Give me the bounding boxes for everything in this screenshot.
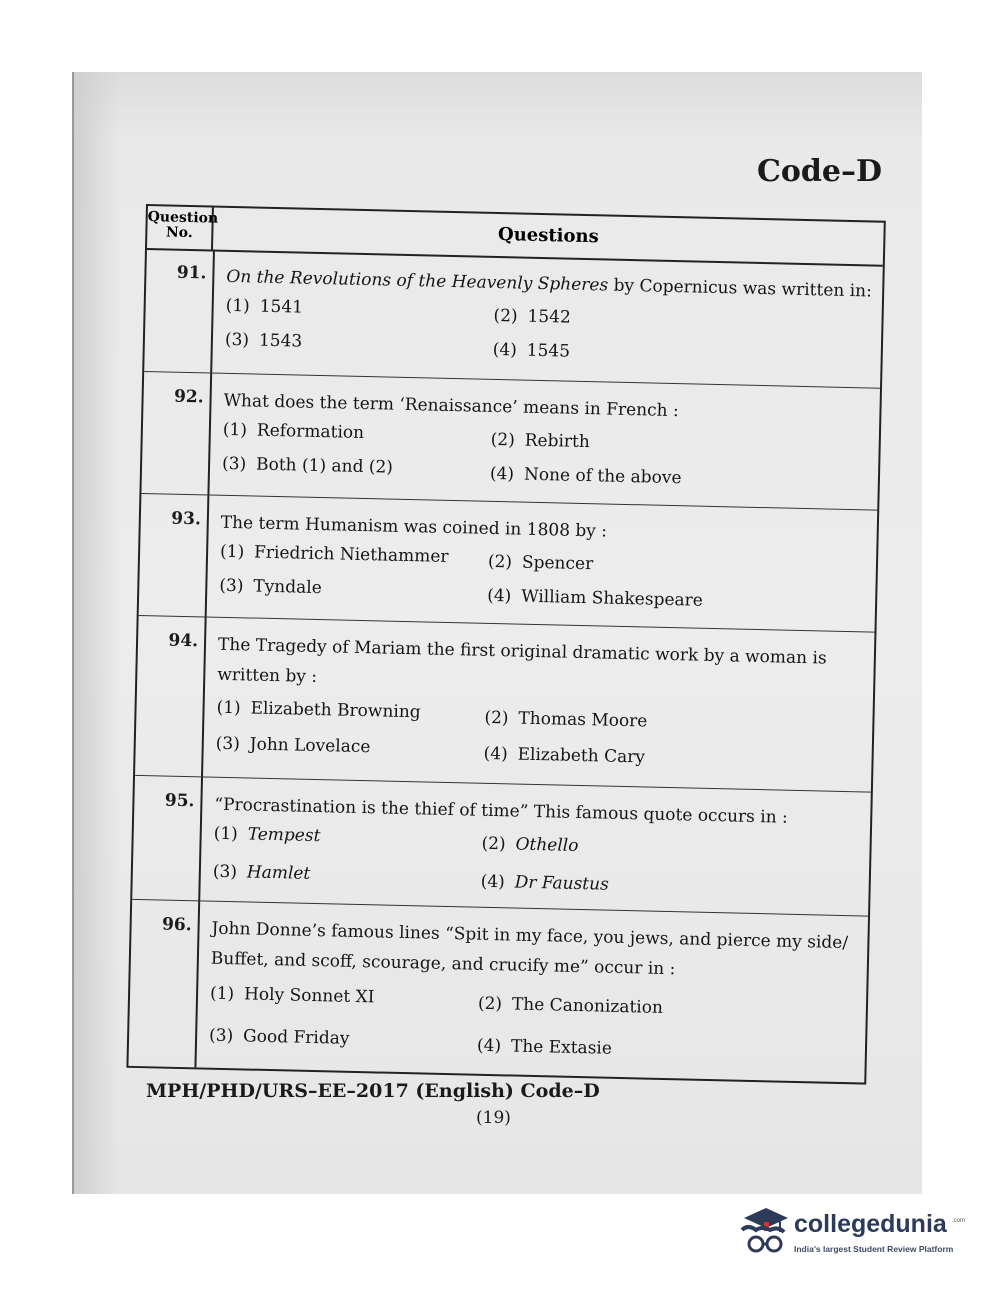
exam-footer: MPH/PHD/URS–EE–2017 (English) Code–D <box>146 1080 600 1102</box>
question-text: What does the term ‘Renaissance’ means in French : <box>223 390 679 422</box>
question-table <box>126 204 885 1085</box>
column-questions: Questions <box>497 223 599 248</box>
option-4: (4) 1545 <box>492 339 571 362</box>
question-96 <box>128 900 868 1083</box>
question-94 <box>135 616 874 793</box>
question-text <box>226 262 877 307</box>
option-3: (3) John Lovelace <box>215 733 371 758</box>
logo-brand-text: collegedunia <box>794 1210 947 1238</box>
option-1: (1) Holy Sonnet XI <box>209 983 375 1008</box>
column-question-no: Question No. <box>147 206 214 249</box>
question-number: 92. <box>173 386 204 408</box>
option-2: (2) 1542 <box>493 305 572 328</box>
option-4: (4) The Extasie <box>476 1035 613 1059</box>
question-number: 94. <box>168 630 199 652</box>
question-91 <box>144 248 883 389</box>
question-text-italic: On the Revolutions of the Heavenly Spheres <box>226 266 609 296</box>
question-text: “Procrastination is the thief of time” This famous quote occurs in : <box>214 794 789 828</box>
question-93 <box>139 494 878 633</box>
option-2: (2) Rebirth <box>490 429 591 453</box>
question-number: 95. <box>164 790 195 812</box>
question-text: John Donne’s famous lines “Spit in my face, you jews, and pierce my side/ Buffet, and scoff, scourage, and crucify me” occur in : <box>210 918 849 980</box>
question-number: 96. <box>161 914 192 936</box>
question-number: 91. <box>176 262 207 284</box>
option-2: (2) The Canonization <box>477 993 664 1018</box>
question-92 <box>141 372 880 511</box>
option-1: (1) Friedrich Niethammer <box>219 541 449 567</box>
logo-domain: .com <box>952 1218 966 1224</box>
logo-tagline: India's largest Student Review Platform <box>794 1244 954 1254</box>
question-text: The term Humanism was coined in 1808 by : <box>220 512 608 542</box>
option-3: (3) Good Friday <box>208 1025 350 1049</box>
option-2: (2) Spencer <box>487 551 594 575</box>
option-3: (3) Hamlet <box>212 861 311 884</box>
question-95 <box>132 776 871 917</box>
option-1: (1) Elizabeth Browning <box>216 697 421 723</box>
option-3: (3) 1543 <box>224 329 303 352</box>
option-4: (4) William Shakespeare <box>486 585 704 611</box>
question-number: 93. <box>171 508 202 530</box>
scan-shadow <box>74 72 120 1194</box>
option-1: (1) Reformation <box>222 419 365 444</box>
option-2: (2) Thomas Moore <box>484 707 648 732</box>
scanned-page <box>72 72 922 1194</box>
question-text-rest: by Copernicus was written in: <box>607 275 873 302</box>
option-4: (4) Elizabeth Cary <box>483 743 646 768</box>
page-number: (19) <box>476 1108 511 1128</box>
collegedunia-logo[interactable] <box>736 1200 966 1262</box>
option-1: (1) Tempest <box>213 823 321 847</box>
mascot-icon <box>736 1200 792 1260</box>
question-text: The Tragedy of Mariam the first original dramatic work by a woman is written by : <box>217 634 827 688</box>
option-3: (3) Both (1) and (2) <box>221 453 394 478</box>
option-3: (3) Tyndale <box>219 575 322 599</box>
option-4: (4) None of the above <box>489 463 682 489</box>
paper-code: Code–D <box>757 154 882 189</box>
option-2: (2) Othello <box>481 833 579 856</box>
option-4: (4) Dr Faustus <box>480 871 610 895</box>
option-1: (1) 1541 <box>225 295 304 318</box>
